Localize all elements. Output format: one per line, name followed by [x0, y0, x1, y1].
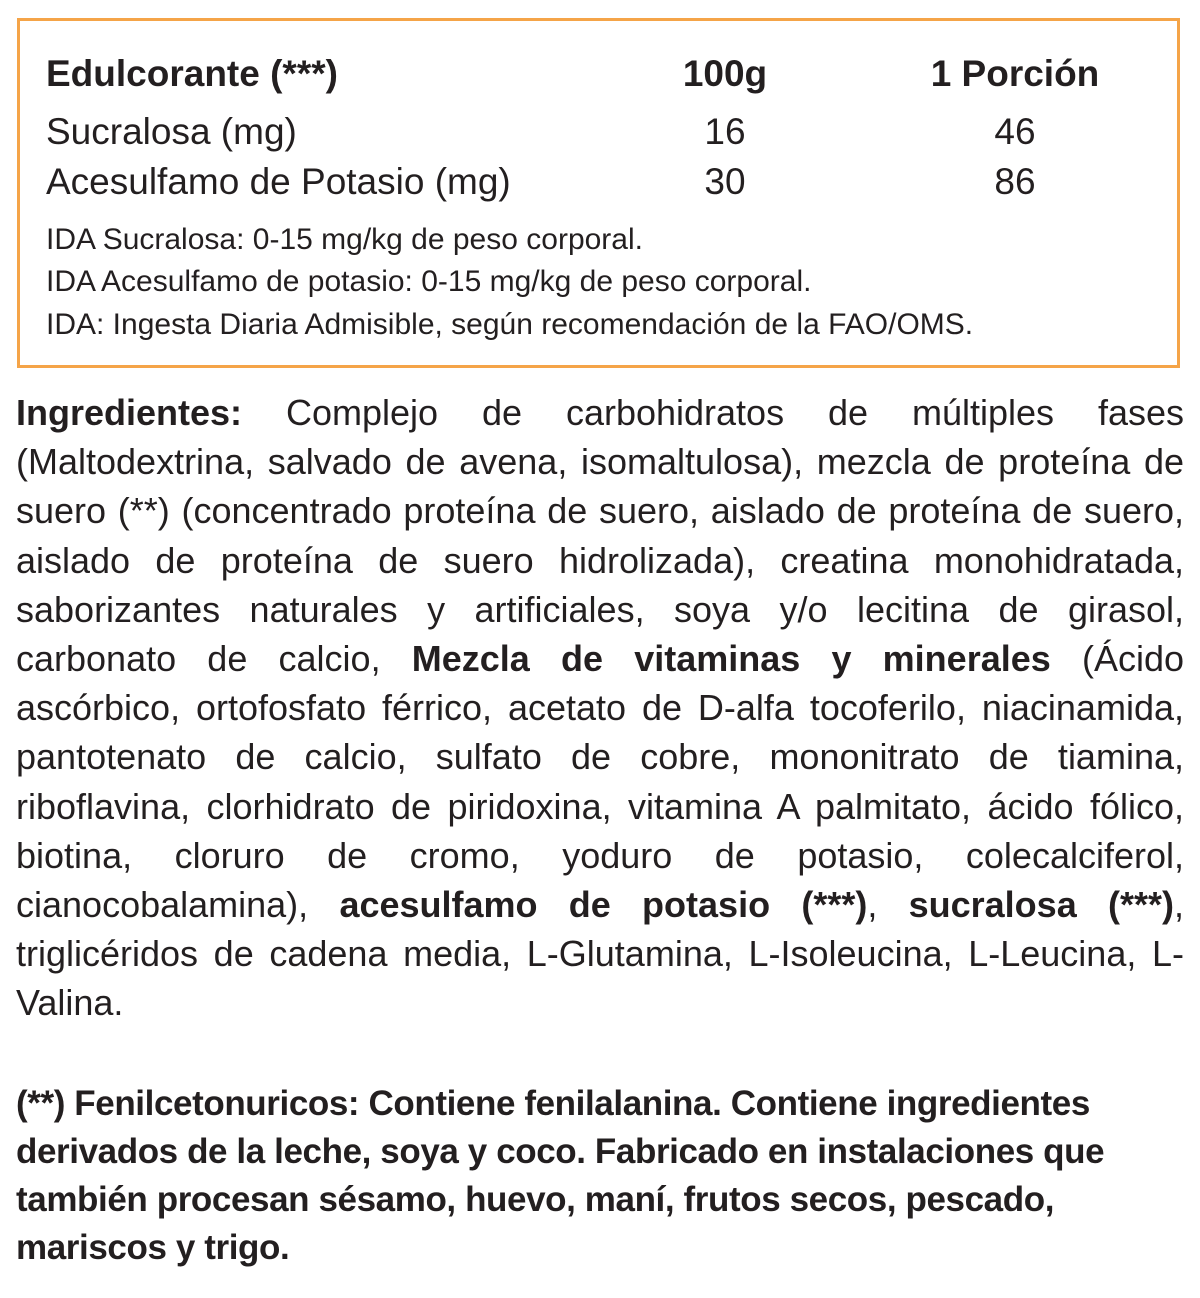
ingredients-text: , triglicéridos de cadena media, L-Glutamina, L-Isoleucina, L-Leucina, L-Valina. — [16, 884, 1184, 1024]
allergen-warning: (**) Fenilcetonuricos: Contiene fenilalanina. Contiene ingredientes derivados de la leche, soya y coco. Fabricado en instalaciones que también procesan sésamo, huevo, maní, frutos secos, pescado, mariscos y trigo. — [16, 1084, 1105, 1267]
ida-note: IDA: Ingesta Diaria Admisible, según recomendación de la FAO/OMS. — [46, 308, 974, 341]
row-per-100g: 30 — [704, 161, 746, 202]
sweetener-table — [17, 18, 1180, 368]
header-per-portion: 1 Porción — [930, 53, 1100, 94]
row-name: Sucralosa (mg) — [46, 111, 297, 152]
row-per-portion: 86 — [994, 161, 1036, 202]
row-name: Acesulfamo de Potasio (mg) — [46, 161, 511, 202]
table-header — [20, 49, 1177, 99]
ingredients-text: , — [867, 884, 909, 926]
row-per-100g: 16 — [704, 111, 746, 152]
row-per-portion: 46 — [994, 111, 1036, 152]
ingredients-bold-acesulfame: acesulfamo de potasio (***) — [339, 884, 868, 926]
table-row — [20, 157, 1177, 207]
ingredients-label: Ingredientes: — [16, 392, 243, 433]
ingredients-paragraph — [16, 388, 1184, 1028]
ingredients-text: Complejo de carbohidratos de múltiples fases (Maltodextrina, salvado de avena, isomaltulosa), mezcla de proteína de suero (**) (concentrado proteína de suero, aislado de proteína de suero, aislado de proteína de suero hidrolizada), creatina monohidratada, saborizantes naturales y artificiales, soya y/o lecitina de girasol, carbonato de calcio, — [16, 392, 1184, 680]
ingredients-bold-vitamins: Mezcla de vitaminas y minerales — [411, 638, 1051, 680]
ida-note: IDA Acesulfamo de potasio: 0-15 mg/kg de peso corporal. — [46, 265, 812, 298]
header-sweetener: Edulcorante (***) — [46, 53, 338, 94]
table-row — [20, 107, 1177, 157]
ingredients-text: (Ácido ascórbico, ortofosfato férrico, acetato de D-alfa tocoferilo, niacinamida, pantotenato de calcio, sulfato de cobre, mononitrato de tiamina, riboflavina, clorhidrato de piridoxina, vitamina A palmitato, ácido fólico, biotina, cloruro de cromo, yoduro de potasio, colecalciferol, cianocobalamina), — [16, 638, 1184, 926]
header-per-100g: 100g — [682, 53, 768, 94]
ida-note: IDA Sucralosa: 0-15 mg/kg de peso corporal. — [46, 223, 643, 256]
ingredients-bold-sucralose: sucralosa (***) — [908, 884, 1174, 926]
